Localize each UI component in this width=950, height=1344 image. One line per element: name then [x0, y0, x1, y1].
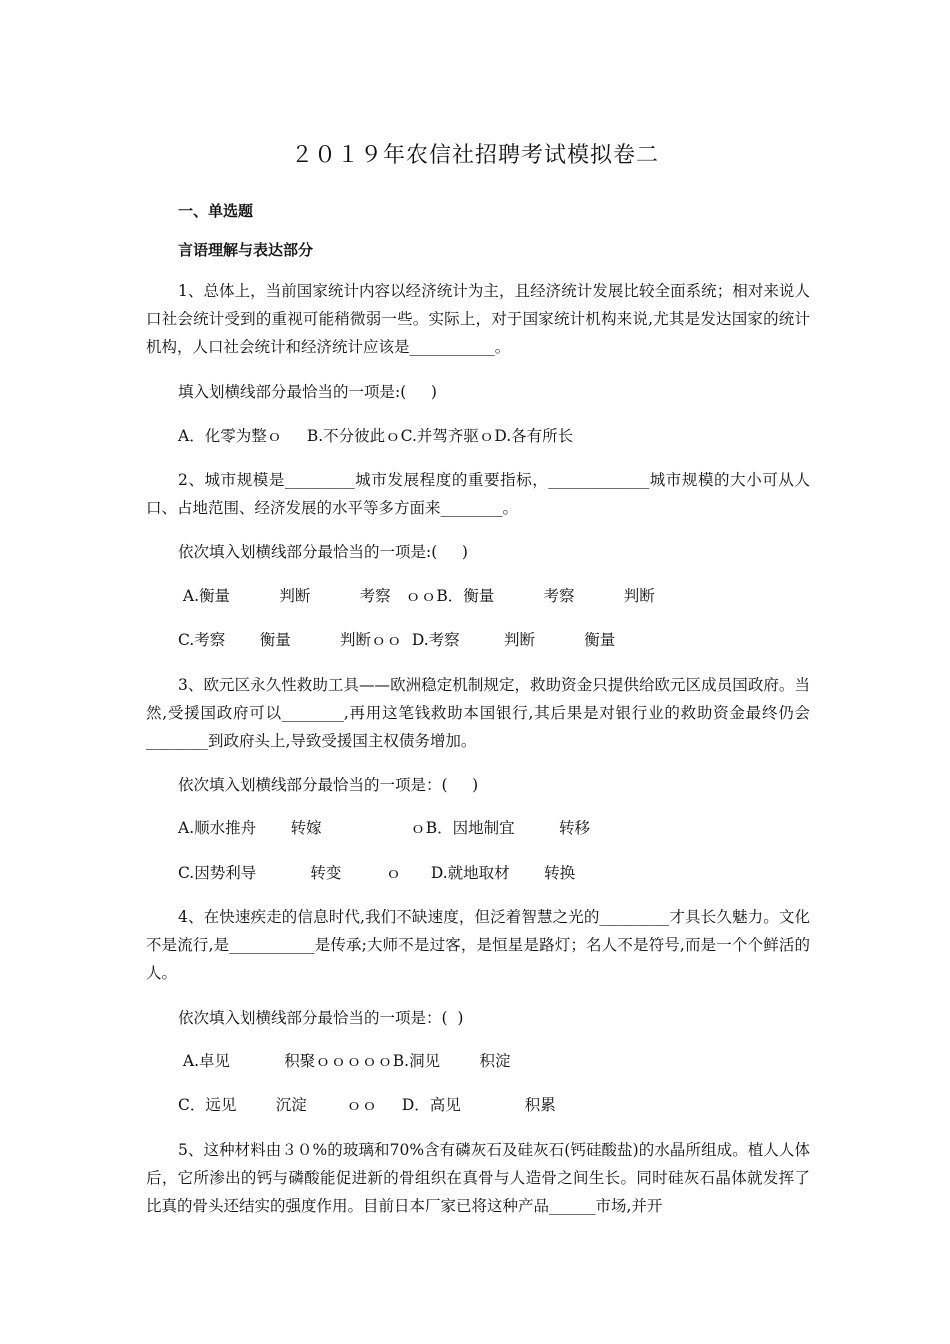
section-heading-single-choice: 一、单选题 [178, 202, 254, 220]
question-2-options-ab: A.衡量 判断 考察 ｏｏB．衡量 考察 判断 [178, 587, 655, 605]
document-title: ２０１９年农信社招聘考试模拟卷二 [290, 143, 659, 168]
question-4-prompt: 依次填入划横线部分最恰当的一项是：( ) [178, 1009, 464, 1027]
question-4-options-cd: C．远见 沉淀 ｏｏ D．高见 积累 [178, 1096, 556, 1114]
question-4-stem: 4、在快速疾走的信息时代,我们不缺速度，但泛着智慧之光的_________才具长久魅力。文化不是流行,是___________是传承;大师不是过客，是恒星是路灯；名人不是符号,而是一个个鲜活的人。 [146, 908, 810, 982]
question-3-options-cd: C.因势利导 转变 ｏ D.就地取材 转换 [178, 864, 576, 882]
question-3-options-ab: A.顺水推舟 转嫁 ｏB．因地制宜 转移 [178, 819, 591, 837]
question-2-prompt: 依次填入划横线部分最恰当的一项是:( ) [178, 543, 468, 561]
question-4-options-ab: A.卓见 积聚ｏｏｏｏｏB.洞见 积淀 [178, 1052, 511, 1070]
question-3-prompt: 依次填入划横线部分最恰当的一项是：( ) [178, 776, 479, 794]
section-heading-verbal: 言语理解与表达部分 [178, 241, 314, 259]
question-2-stem: 2、城市规模是_________城市发展程度的重要指标，_____________城市规模的大小可从人口、占地范围、经济发展的水平等多方面来________。 [146, 471, 810, 517]
question-1-options: A．化零为整ｏ B.不分彼此ｏC.并驾齐驱ｏD.各有所长 [178, 427, 574, 445]
question-5-stem: 5、这种材料由３０%的玻璃和70%含有磷灰石及硅灰石(钙硅酸盐)的水晶所组成。植人人体后，它所渗出的钙与磷酸能促进新的骨组织在真骨与人造骨之间生长。同时硅灰石晶体就发挥了比真的骨头还结实的强度作用。目前日本厂家已将这种产品______市场,并开 [146, 1141, 810, 1215]
question-1-stem: 1、总体上，当前国家统计内容以经济统计为主，且经济统计发展比较全面系统；相对来说人口社会统计受到的重视可能稍微弱一些。实际上，对于国家统计机构来说,尤其是发达国家的统计机构，人口社会统计和经济统计应该是___________。 [146, 282, 810, 356]
question-2-options-cd: C.考察 衡量 判断ｏｏ D.考察 判断 衡量 [178, 631, 616, 649]
question-1-prompt: 填入划横线部分最恰当的一项是:( ) [178, 383, 437, 401]
question-3-stem: 3、欧元区永久性救助工具——欧洲稳定机制规定，救助资金只提供给欧元区成员国政府。当然,受援国政府可以________,再用这笔钱救助本国银行,其后果是对银行业的救助资金最终仍会________到政府头上,导致受援国主权债务增加。 [146, 676, 810, 750]
